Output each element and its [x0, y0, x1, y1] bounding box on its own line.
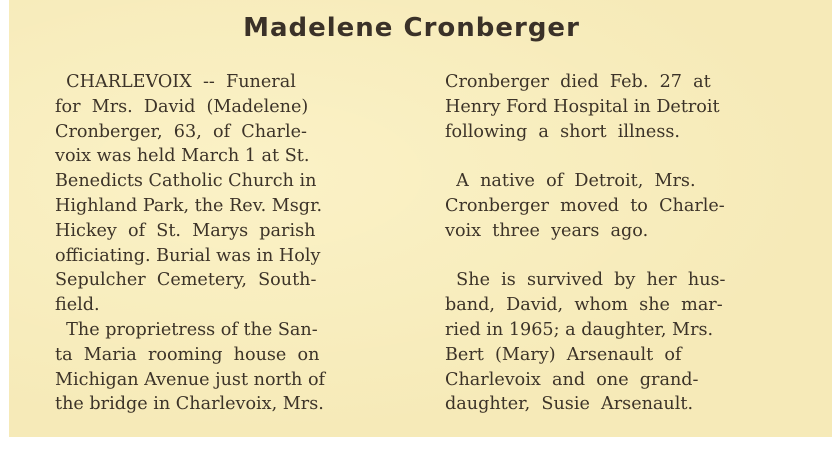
text-line: Benedicts Catholic Church in: [55, 171, 317, 192]
text-line: Sepulcher Cemetery, South-: [55, 270, 317, 291]
text-line: the bridge in Charlevoix, Mrs.: [55, 394, 324, 415]
left-text-column: [55, 70, 325, 417]
text-line: officiating. Burial was in Holy: [55, 245, 321, 266]
text-line: She is survived by her hus-: [445, 270, 726, 291]
text-line: Highland Park, the Rev. Msgr.: [55, 195, 323, 216]
obituary-headline: Madelene Cronberger: [243, 13, 580, 43]
text-line: voix three years ago.: [445, 220, 649, 241]
text-line: The proprietress of the San-: [55, 319, 318, 340]
text-line: ta Maria rooming house on: [55, 344, 320, 365]
text-line: [445, 144, 726, 169]
text-line: CHARLEVOIX -- Funeral: [55, 72, 296, 92]
text-line: Charlevoix and one grand-: [445, 369, 699, 390]
text-line: Cronberger died Feb. 27 at: [445, 72, 711, 92]
text-line: A native of Detroit, Mrs.: [445, 171, 696, 192]
text-line: field.: [55, 295, 100, 316]
text-line: band, David, whom she mar-: [445, 295, 723, 316]
text-line: Michigan Avenue just north of: [55, 369, 326, 390]
text-line: daughter, Susie Arsenault.: [445, 394, 694, 415]
text-line: Henry Ford Hospital in Detroit: [445, 96, 720, 117]
newspaper-clipping: [9, 0, 832, 437]
text-line: for Mrs. David (Madelene): [55, 96, 309, 117]
text-line: following a short illness.: [445, 121, 680, 142]
right-text-column: [445, 70, 726, 417]
text-line: Cronberger moved to Charle-: [445, 195, 725, 216]
text-line: Bert (Mary) Arsenault of: [445, 344, 682, 365]
text-line: ried in 1965; a daughter, Mrs.: [445, 319, 714, 340]
text-line: Cronberger, 63, of Charle-: [55, 121, 307, 142]
text-line: voix was held March 1 at St.: [55, 146, 310, 167]
text-line: Hickey of St. Marys parish: [55, 220, 316, 241]
text-line: [445, 244, 726, 269]
